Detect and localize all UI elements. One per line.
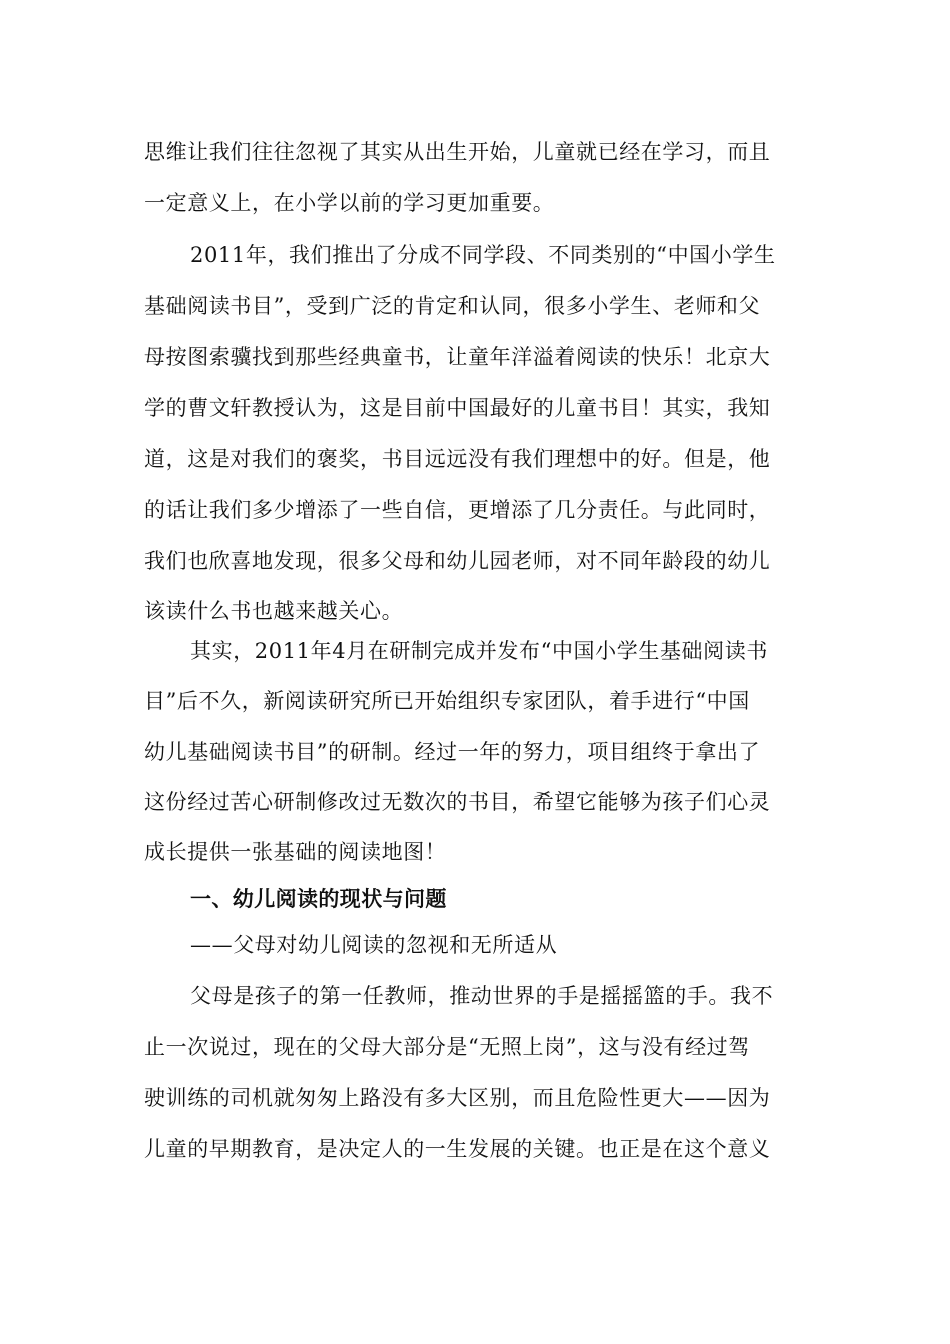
paragraph-first-line: 父母是孩子的第一任教师，推动世界的手是摇摇篮的手。我不: [190, 984, 774, 1008]
body-text-line: 道，这是对我们的褒奖，书目远远没有我们理想中的好。但是，他: [144, 447, 771, 471]
body-text-line: 基础阅读书目”，受到广泛的肯定和认同，很多小学生、老师和父: [144, 294, 761, 318]
body-text-line: 驶训练的司机就匆匆上路没有多大区别，而且危险性更大——因为: [144, 1086, 771, 1110]
body-text-line: 一定意义上，在小学以前的学习更加重要。: [144, 191, 555, 215]
body-text-line: 该读什么书也越来越关心。: [144, 599, 404, 623]
body-text-line: 目”后不久，新阅读研究所已开始组织专家团队，着手进行“中国: [144, 689, 750, 713]
body-text-line: 幼儿基础阅读书目”的研制。经过一年的努力，项目组终于拿出了: [144, 740, 761, 764]
paragraph-first-line: 2011年，我们推出了分成不同学段、不同类别的“中国小学生: [190, 243, 776, 267]
body-text-line: 的话让我们多少增添了一些自信，更增添了几分责任。与此同时，: [144, 498, 771, 522]
body-text-line: 学的曹文轩教授认为，这是目前中国最好的儿童书目！其实，我知: [144, 396, 771, 420]
body-text-line: 儿童的早期教育，是决定人的一生发展的关键。也正是在这个意义: [144, 1137, 771, 1161]
section-heading: 一、幼儿阅读的现状与问题: [190, 887, 447, 911]
body-text-line: 止一次说过，现在的父母大部分是“无照上岗”，这与没有经过驾: [144, 1035, 750, 1059]
section-subtitle: ——父母对幼儿阅读的忽视和无所适从: [190, 933, 558, 957]
body-text-line: 我们也欣喜地发现，很多父母和幼儿园老师，对不同年龄段的幼儿: [144, 549, 771, 573]
body-text-line: 成长提供一张基础的阅读地图！: [144, 840, 447, 864]
body-text-line: 思维让我们往往忽视了其实从出生开始，儿童就已经在学习，而且: [144, 140, 771, 164]
paragraph-first-line: 其实，2011年4月在研制完成并发布“中国小学生基础阅读书: [190, 639, 768, 663]
body-text-line: 母按图索骥找到那些经典童书，让童年洋溢着阅读的快乐！北京大: [144, 345, 771, 369]
body-text-line: 这份经过苦心研制修改过无数次的书目，希望它能够为孩子们心灵: [144, 790, 771, 814]
